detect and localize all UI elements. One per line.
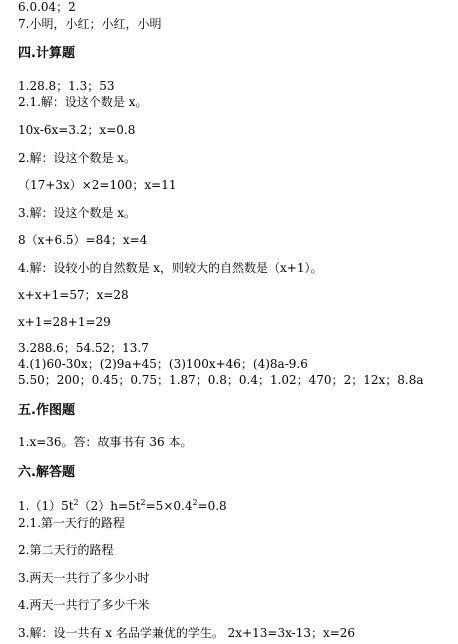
calc-answer-2-4: 4.解：设较小的自然数是 x，则较大的自然数是（x+1）。 [18, 261, 323, 275]
calc-answer-2-3: 3.解：设这个数是 x。 [18, 206, 137, 220]
formula-part: （2）h=5t [78, 499, 141, 513]
solution-answer-2-3: 3.两天一共行了多少小时 [18, 571, 150, 585]
exponent: 2 [192, 498, 198, 507]
answer-line-6: 6.0.04；2 [18, 0, 76, 14]
exponent: 2 [140, 498, 146, 507]
calc-answer-1: 1.28.8；1.3；53 [18, 79, 115, 93]
calc-answer-4: 4.(1)60-30x；(2)9a+45；(3)100x+46；(4)8a-9.6 [18, 357, 308, 371]
calc-answer-2-2: 2.解：设这个数是 x。 [18, 151, 137, 165]
calc-answer-3: 3.288.6；54.52；13.7 [18, 341, 149, 355]
section-heading-calculation: 四.计算题 [18, 46, 75, 61]
calc-equation-3: 8（x+6.5）=84；x=4 [18, 233, 148, 247]
calc-equation-1: 10x-6x=3.2；x=0.8 [18, 123, 136, 137]
calc-equation-4: x+x+1=57；x=28 [18, 288, 129, 302]
exponent: 2 [73, 498, 79, 507]
solution-answer-2-2: 2.第二天行的路程 [18, 543, 114, 557]
solution-answer-1 [18, 499, 227, 514]
section-heading-drawing: 五.作图题 [18, 403, 75, 418]
calc-answer-5: 5.50；200；0.45；0.75；1.87；0.8；0.4；1.02；470；2；12x；8.8a [18, 373, 424, 387]
section-heading-solution: 六.解答题 [18, 465, 75, 480]
formula-part: =0.8 [197, 499, 227, 513]
formula-part: =5×0.4 [145, 499, 193, 513]
calc-equation-5: x+1=28+1=29 [18, 315, 111, 329]
calc-answer-2-1: 2.1.解：设这个数是 x。 [18, 95, 148, 109]
drawing-answer-1: 1.x=36。答：故事书有 36 本。 [18, 435, 193, 449]
solution-answer-2-1: 2.1.第一天行的路程 [18, 516, 125, 530]
formula-part: 1.（1）5t [18, 499, 74, 513]
solution-answer-2-4: 4.两天一共行了多少千米 [18, 598, 150, 612]
answer-line-7: 7.小明，小红；小红，小明 [18, 17, 162, 31]
calc-equation-2: （17+3x）×2=100；x=11 [18, 178, 177, 192]
solution-answer-3: 3.解：设一共有 x 名品学兼优的学生。 2x+13=3x-13；x=26 [18, 626, 356, 640]
